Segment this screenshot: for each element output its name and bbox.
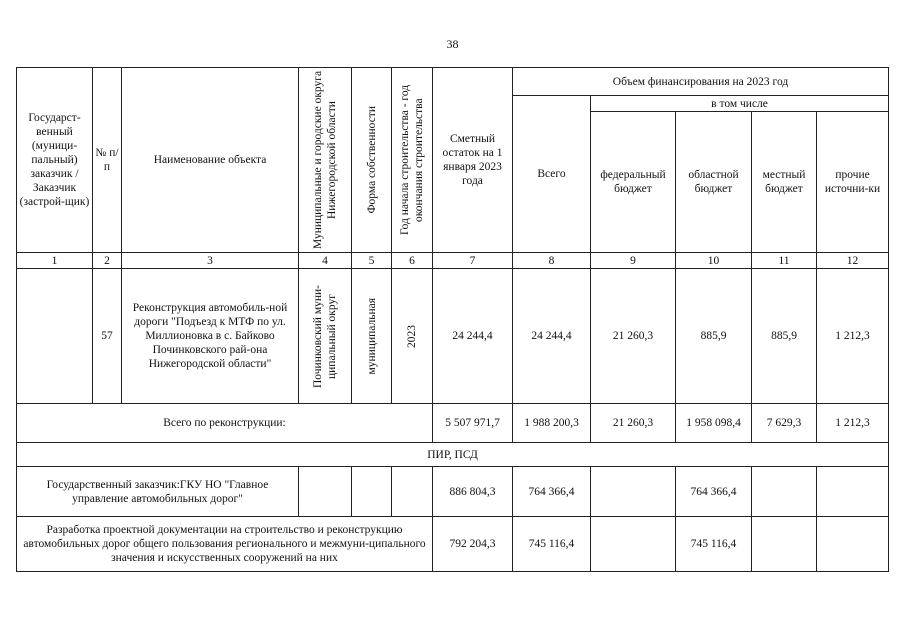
row57-municipality — [299, 269, 352, 404]
row57-estimate: 24 244,4 — [433, 269, 513, 404]
row57-municipality-text: Починковский муни-ципальный округ — [312, 284, 338, 388]
state-customer-local — [752, 467, 817, 517]
header-regional: областной бюджет — [676, 112, 752, 253]
row57-regional: 885,9 — [676, 269, 752, 404]
header-years — [392, 68, 433, 253]
design-docs-total: 745 116,4 — [513, 517, 591, 572]
header-federal: федеральный бюджет — [591, 112, 676, 253]
state-customer-federal — [591, 467, 676, 517]
object-row-57 — [17, 269, 889, 404]
col-number: 2 — [93, 253, 122, 269]
total-reconstruction-row — [17, 404, 889, 443]
col-number: 10 — [676, 253, 752, 269]
state-customer-label: Государственный заказчик:ГКУ НО "Главное управление автомобильных дорог" — [17, 467, 299, 517]
header-funding: Объем финансирования на 2023 год — [513, 68, 889, 96]
header-municipality — [299, 68, 352, 253]
page-number: 38 — [446, 37, 459, 51]
header-customer: Государст-венный (муници-пальный) заказчик / Заказчик (застрой-щик) — [17, 68, 93, 253]
design-docs-estimate: 792 204,3 — [433, 517, 513, 572]
header-including: в том числе — [591, 96, 889, 112]
header-years-text: Год начала строительства - год окончания строительства — [399, 84, 425, 236]
design-docs-other — [817, 517, 889, 572]
col-number: 11 — [752, 253, 817, 269]
header-other: прочие источни-ки — [817, 112, 889, 253]
state-customer-years — [392, 467, 433, 517]
row57-ownership — [352, 269, 392, 404]
header-estimate: Сметный остаток на 1 января 2023 года — [433, 68, 513, 253]
col-number: 3 — [122, 253, 299, 269]
row57-years-text: 2023 — [406, 324, 418, 348]
total-reconstruction-other: 1 212,3 — [817, 404, 889, 443]
header-municipality-text: Муниципальные и городские округа Нижегородской области — [312, 70, 338, 250]
state-customer-other — [817, 467, 889, 517]
total-reconstruction-regional: 1 958 098,4 — [676, 404, 752, 443]
header-object-name: Наименование объекта — [122, 68, 299, 253]
header-local: местный бюджет — [752, 112, 817, 253]
column-numbers-row — [17, 253, 889, 269]
section-row — [17, 443, 889, 467]
col-number: 7 — [433, 253, 513, 269]
design-docs-row — [17, 517, 889, 572]
design-docs-local — [752, 517, 817, 572]
col-number: 4 — [299, 253, 352, 269]
row57-federal: 21 260,3 — [591, 269, 676, 404]
design-docs-label: Разработка проектной документации на строительство и реконструкцию автомобильных дорог общего пользования регионального и межмуни-ципального значения и искусственных сооружений на них — [17, 517, 433, 572]
col-number: 1 — [17, 253, 93, 269]
total-reconstruction-local: 7 629,3 — [752, 404, 817, 443]
total-reconstruction-label: Всего по реконструкции: — [17, 404, 433, 443]
row57-num: 57 — [93, 269, 122, 404]
state-customer-municipality — [299, 467, 352, 517]
financing-table — [16, 67, 889, 572]
col-number: 6 — [392, 253, 433, 269]
col-number: 5 — [352, 253, 392, 269]
state-customer-ownership — [352, 467, 392, 517]
header-num: № п/п — [93, 68, 122, 253]
total-reconstruction-total: 1 988 200,3 — [513, 404, 591, 443]
design-docs-regional: 745 116,4 — [676, 517, 752, 572]
header-ownership-text: Форма собственности — [365, 106, 378, 214]
row57-years — [392, 269, 433, 404]
section-title: ПИР, ПСД — [17, 443, 889, 467]
total-reconstruction-estimate: 5 507 971,7 — [433, 404, 513, 443]
state-customer-row — [17, 467, 889, 517]
total-reconstruction-federal: 21 260,3 — [591, 404, 676, 443]
col-number: 12 — [817, 253, 889, 269]
col-number: 8 — [513, 253, 591, 269]
row57-ownership-text: муниципальная — [365, 297, 378, 375]
header-ownership — [352, 68, 392, 253]
row57-object-name: Реконструкция автомобиль-ной дороги "Подъезд к МТФ по ул. Миллионовка в с. Байково Починковского рай-она Нижегородской области" — [122, 269, 299, 404]
row57-total: 24 244,4 — [513, 269, 591, 404]
header-total: Всего — [513, 96, 591, 253]
state-customer-estimate: 886 804,3 — [433, 467, 513, 517]
design-docs-federal — [591, 517, 676, 572]
row57-customer — [17, 269, 93, 404]
col-number: 9 — [591, 253, 676, 269]
row57-other: 1 212,3 — [817, 269, 889, 404]
row57-local: 885,9 — [752, 269, 817, 404]
state-customer-regional: 764 366,4 — [676, 467, 752, 517]
state-customer-total: 764 366,4 — [513, 467, 591, 517]
